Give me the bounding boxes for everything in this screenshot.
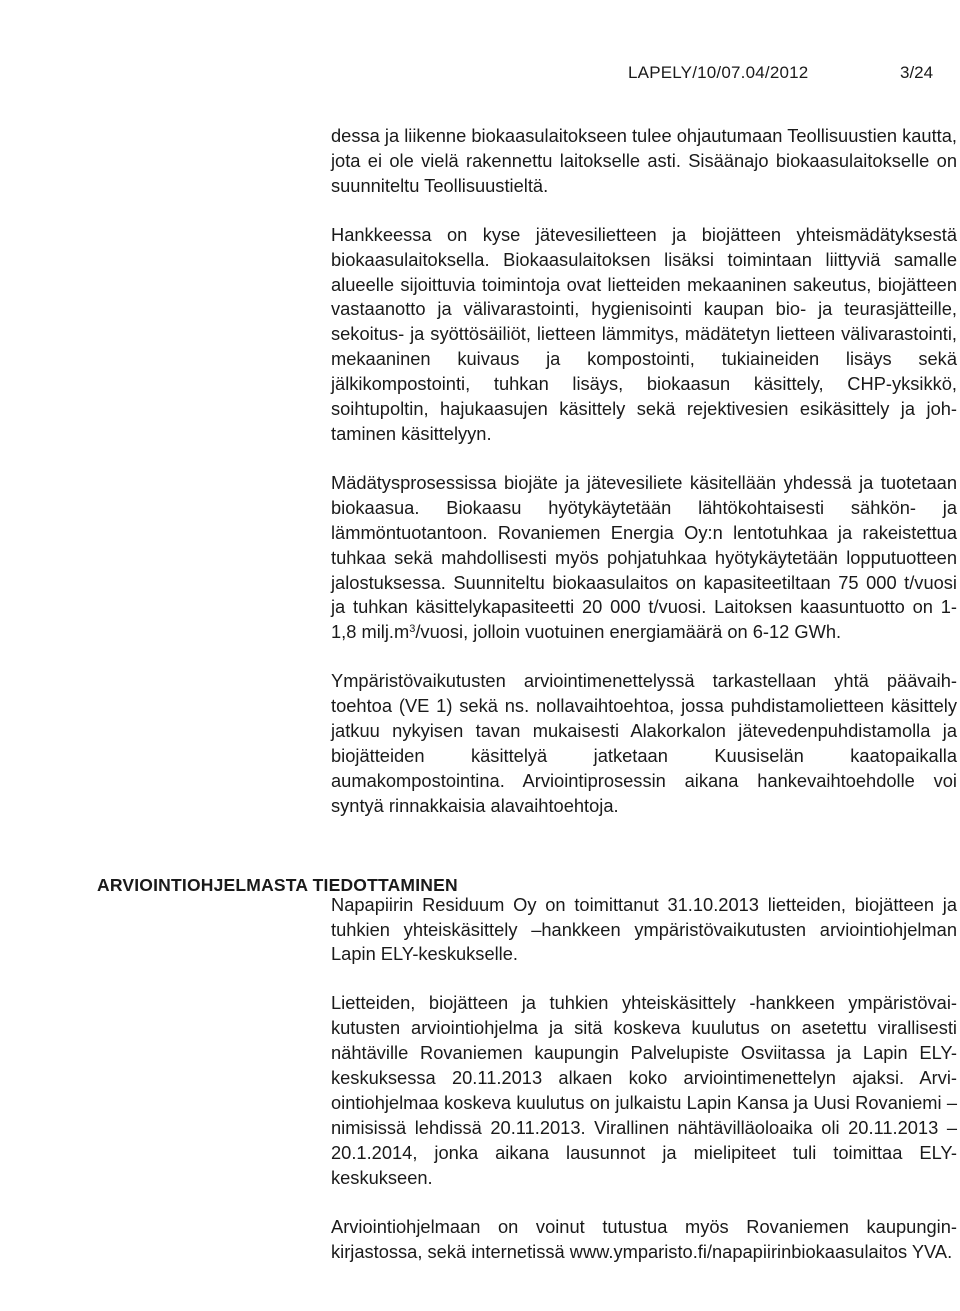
paragraph-traffic: dessa ja liikenne biokaasulaitokseen tulee ohjautumaan Teollisuustien kautta, jota ei ole vielä rakennettu laitokselle asti. Sisäänajo biokaasulaitokselle on suunniteltu Teollisuustieltä. (331, 125, 957, 196)
paragraph-submission: Napapiirin Residuum Oy on toimittanut 31.10.2013 lietteiden, biojätteen ja tuhkien yhteiskäsittely –hankkeen ympäristövaikutusten arviointiohjelman Lapin ELY-keskukselle. (331, 893, 957, 965)
paragraph-project-scope: Hankkeessa on kyse jätevesilietteen ja biojätteen yhteismädätyksestä biokaasulaitoksella. Biokaasulaitoksen lisäksi toimintaan liittyviä samalle alueelle sijoittuvia toimintoja ovat lietteiden mekaaninen sakeutus, biojätteen vastaanotto ja välivarastointi, hygienisointi kaupan bio- ja teurasjätteille, sekoitus- ja syöttösäiliöt, lietteen lämmitys, mädätetyn lietteen välivarastointi, mekaaninen kuivaus ja kompostointi, tukiaineiden lisäys sekä jälkikompostointi, tuhkan lisäys, biokaasun käsittely, CHP-yksikkö, soihtupoltin, hajukaasujen käsittely sekä rejektivesien esikäsittely ja johtaminen käsittelyyn. (331, 223, 957, 444)
paragraph-digestion-text-a: Mädätysprosessissa biojäte ja jätevesiliete käsitellään yhdessä ja tuotetaan biokaasua. Biokaasu hyötykäytetään lähtökohtaisesti sähkön- ja lämmöntuotantoon. Rovaniemen Energia Oy:n lentotuhkaa ja rakeistettua tuhkaa sekä mahdollisesti myös pohjatuhkaa hyötykäytetään lopputuotteen jalostuksessa. Suunniteltu biokaasulaitos on kapasiteetiltaan 75 000 t/vuosi ja tuhkan käsittelykapasiteetti 20 000 t/vuosi. Laitoksen kaasuntuotto on 1-1,8 milj.m (331, 471, 957, 643)
section-heading: ARVIOINTIOHJELMASTA TIEDOTTAMINEN (97, 875, 458, 895)
paragraph-public-notice: Lietteiden, biojätteen ja tuhkien yhteiskäsittely -hankkeen ympäristövaikutusten arviointiohjelma ja sitä koskeva kuulutus on asetettu virallisesti nähtäville Rovaniemen kaupungin Palvelupiste Osviitassa ja Lapin ELY-keskuksessa 20.11.2013 alkaen koko arviointimenettelyn ajaksi. Arviointiohjelmaa koskeva kuulutus on julkaistu Lapin Kansa ja Uusi Rovaniemi –nimisissä lehdissä 20.11.2013. Virallinen nähtävilläoloaika oli 20.11.2013 – 20.1.2014, jonka aikana lausunnot ja mielipiteet tuli toimittaa ELY-keskukseen. (331, 992, 957, 1188)
paragraph-digestion-process (331, 471, 957, 645)
paragraph-library-access: Arviointiohjelmaan on voinut tutustua myös Rovaniemen kaupunginkirjastossa, sekä internetissä www.ymparisto.fi/napapiirinbiokaasulaitos YVA. (331, 1215, 957, 1262)
document-body (331, 124, 957, 1264)
cubic-superscript: 3 (409, 623, 416, 636)
paragraph-digestion-text-b: /vuosi, jolloin vuotuinen energiamäärä on 6-12 GWh. (415, 621, 842, 643)
paragraph-alternatives: Ympäristövaikutusten arviointimenettelyssä tarkastellaan yhtä päävaihtoehtoa (VE 1) sekä ns. nollavaihtoehtoa, jossa puhdistamolietteen käsittely jatkuu nykyisen tavan mukaisesti Alakorkalon jätevedenpuhdistamolla ja biojätteiden käsittelyä jatketaan Kuusiselän kaatopaikalla aumakompostointina. Arviointiprosessin aikana hankevaihtoehdolle voi syntyä rinnakkaisia alavaihtoehtoja. (331, 670, 957, 816)
page-number: 3/24 (900, 63, 934, 82)
document-reference: LAPELY/10/07.04/2012 (628, 63, 809, 82)
